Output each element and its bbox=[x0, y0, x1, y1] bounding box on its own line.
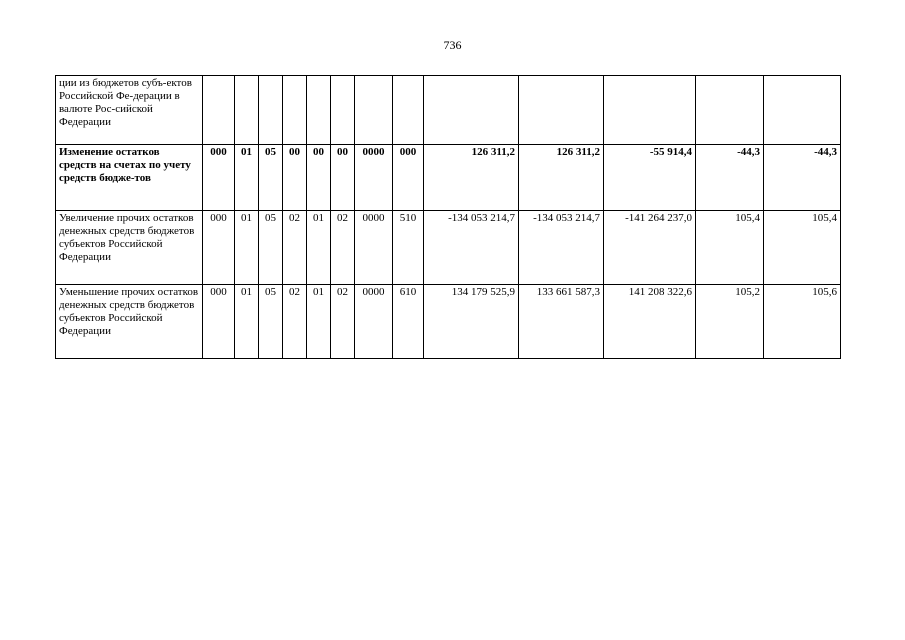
value-cell: 134 179 525,9 bbox=[424, 285, 519, 359]
table-row bbox=[56, 145, 841, 211]
code-cell: 0000 bbox=[355, 211, 393, 285]
code-cell: 02 bbox=[283, 285, 307, 359]
code-cell: 05 bbox=[259, 211, 283, 285]
code-cell: 01 bbox=[235, 211, 259, 285]
value-cell bbox=[764, 76, 841, 145]
row-name-cell: Увеличение прочих остатков денежных средств бюджетов субъектов Российской Федерации bbox=[56, 211, 203, 285]
code-cell: 0000 bbox=[355, 145, 393, 211]
value-cell: 105,6 bbox=[764, 285, 841, 359]
code-cell: 000 bbox=[203, 211, 235, 285]
value-cell bbox=[519, 76, 604, 145]
value-cell: -134 053 214,7 bbox=[519, 211, 604, 285]
table-row bbox=[56, 285, 841, 359]
code-cell: 01 bbox=[307, 211, 331, 285]
row-name-cell: Уменьшение прочих остатков денежных средств бюджетов субъектов Российской Федерации bbox=[56, 285, 203, 359]
table-row bbox=[56, 76, 841, 145]
value-cell: 126 311,2 bbox=[424, 145, 519, 211]
code-cell: 02 bbox=[331, 211, 355, 285]
row-name-cell: ции из бюджетов субъ-ектов Российской Фе-дерации в валюте Рос-сийской Федерации bbox=[56, 76, 203, 145]
code-cell: 00 bbox=[331, 145, 355, 211]
value-cell: -44,3 bbox=[764, 145, 841, 211]
value-cell bbox=[424, 76, 519, 145]
code-cell bbox=[331, 76, 355, 145]
code-cell: 05 bbox=[259, 285, 283, 359]
code-cell: 00 bbox=[307, 145, 331, 211]
value-cell: 133 661 587,3 bbox=[519, 285, 604, 359]
code-cell: 02 bbox=[331, 285, 355, 359]
code-cell: 05 bbox=[259, 145, 283, 211]
code-cell bbox=[307, 76, 331, 145]
code-cell: 000 bbox=[393, 145, 424, 211]
code-cell bbox=[283, 76, 307, 145]
value-cell: 105,4 bbox=[764, 211, 841, 285]
code-cell bbox=[393, 76, 424, 145]
value-cell bbox=[604, 76, 696, 145]
value-cell: 105,4 bbox=[696, 211, 764, 285]
value-cell: 126 311,2 bbox=[519, 145, 604, 211]
code-cell bbox=[259, 76, 283, 145]
code-cell bbox=[235, 76, 259, 145]
value-cell bbox=[696, 76, 764, 145]
code-cell: 01 bbox=[235, 285, 259, 359]
value-cell: -44,3 bbox=[696, 145, 764, 211]
value-cell: -55 914,4 bbox=[604, 145, 696, 211]
code-cell: 510 bbox=[393, 211, 424, 285]
code-cell: 01 bbox=[235, 145, 259, 211]
value-cell: -134 053 214,7 bbox=[424, 211, 519, 285]
code-cell: 000 bbox=[203, 145, 235, 211]
page-number: 736 bbox=[443, 38, 462, 52]
value-cell: -141 264 237,0 bbox=[604, 211, 696, 285]
code-cell: 01 bbox=[307, 285, 331, 359]
budget-table bbox=[55, 75, 841, 359]
code-cell: 02 bbox=[283, 211, 307, 285]
value-cell: 141 208 322,6 bbox=[604, 285, 696, 359]
code-cell: 610 bbox=[393, 285, 424, 359]
code-cell: 0000 bbox=[355, 285, 393, 359]
row-name-cell: Изменение остатков средств на счетах по учету средств бюдже-тов bbox=[56, 145, 203, 211]
code-cell: 000 bbox=[203, 285, 235, 359]
table-row bbox=[56, 211, 841, 285]
value-cell: 105,2 bbox=[696, 285, 764, 359]
code-cell: 00 bbox=[283, 145, 307, 211]
code-cell bbox=[355, 76, 393, 145]
code-cell bbox=[203, 76, 235, 145]
